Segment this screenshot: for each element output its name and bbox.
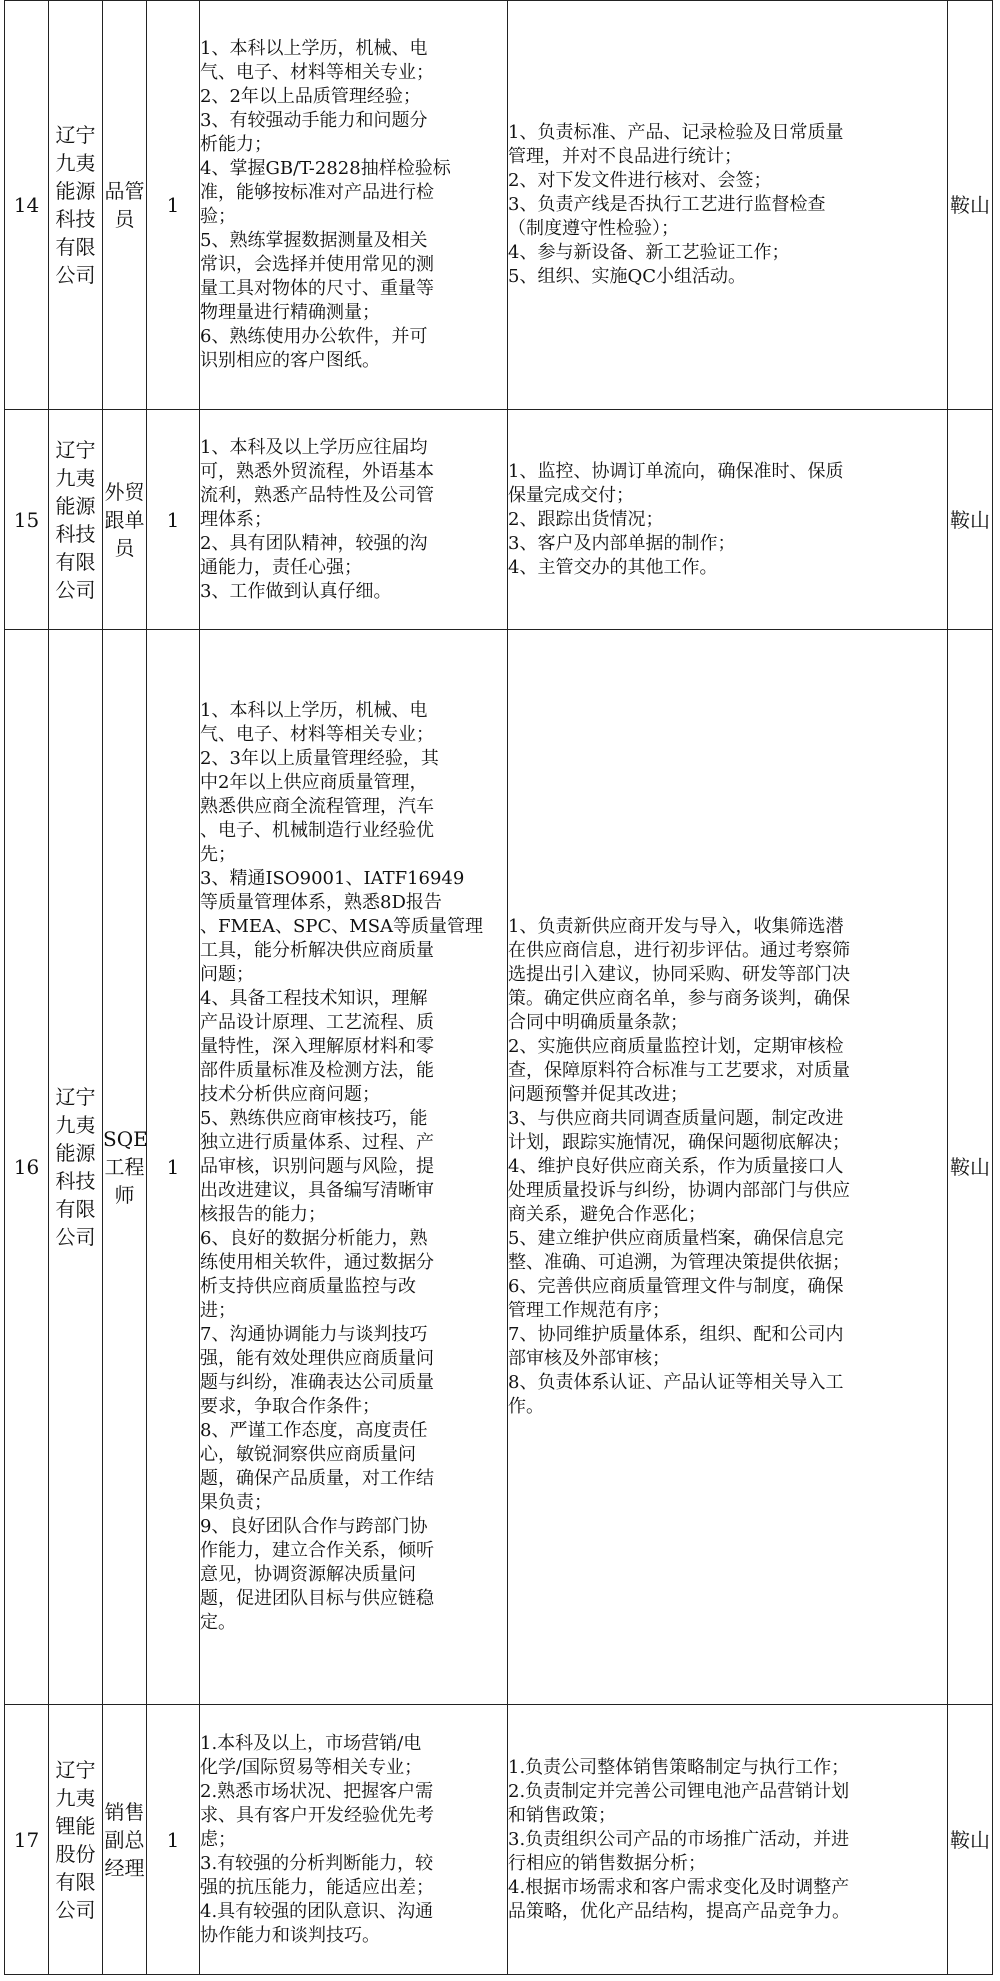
recruitment-table xyxy=(4,0,993,1975)
text-line: 中2年以上供应商质量管理， xyxy=(200,772,428,793)
work-location: 鞍山 xyxy=(948,410,993,630)
text-line: 、FMEA、SPC、MSA等质量管理 xyxy=(200,916,484,937)
text-line: 、电子、机械制造行业经验优 xyxy=(200,820,434,841)
text-line: 析支持供应商质量监控与改 xyxy=(200,1276,416,1297)
text-line: 2、对下发文件进行核对、会签； xyxy=(508,170,772,191)
position-title: 销售副总经理 xyxy=(103,1705,147,1975)
text-line: 2、3年以上质量管理经验，其 xyxy=(200,748,439,769)
row-number: 17 xyxy=(5,1705,49,1975)
text-line: 意见，协调资源解决质量问 xyxy=(200,1564,416,1585)
text-line: 3、客户及内部单据的制作； xyxy=(508,532,736,554)
text-line: 气、电子、材料等相关专业； xyxy=(200,724,434,745)
position-title: 外贸跟单员 xyxy=(103,410,147,630)
text-line: 部审核及外部审核； xyxy=(508,1348,670,1369)
duties-cell xyxy=(508,410,948,630)
text-line: 核报告的能力； xyxy=(200,1204,326,1225)
text-line: 果负责； xyxy=(200,1492,272,1513)
text-line: 管理工作规范有序； xyxy=(508,1300,670,1321)
text-line: 气、电子、材料等相关专业； xyxy=(200,62,434,83)
text-line: 3.负责组织公司产品的市场推广活动，并进 xyxy=(508,1828,850,1850)
table-row xyxy=(5,1,993,410)
text-line: 问题预警并促其改进； xyxy=(508,1084,688,1105)
text-line: 产品设计原理、工艺流程、质 xyxy=(200,1012,434,1033)
requirements-cell xyxy=(200,1,508,410)
headcount: 1 xyxy=(147,1705,200,1975)
text-line: 7、沟通协调能力与谈判技巧 xyxy=(200,1324,428,1345)
text-line: 8、严谨工作态度，高度责任 xyxy=(200,1420,428,1441)
headcount: 1 xyxy=(147,630,200,1705)
text-line: 4、维护良好供应商关系，作为质量接口人 xyxy=(508,1156,844,1177)
duties-cell xyxy=(508,1,948,410)
text-line: 查，保障原料符合标准与工艺要求，对质量 xyxy=(508,1060,850,1081)
company-name: 辽宁九夷能源科技有限公司 xyxy=(49,630,103,1705)
text-line: 可，熟悉外贸流程，外语基本 xyxy=(200,460,434,482)
text-line: 2、2年以上品质管理经验； xyxy=(200,86,421,107)
text-line: 品审核，识别问题与风险，提 xyxy=(200,1156,434,1177)
text-line: 理体系； xyxy=(200,508,272,530)
text-line: 问题； xyxy=(200,964,254,985)
work-location: 鞍山 xyxy=(948,1705,993,1975)
text-line: （制度遵守性检验）； xyxy=(508,218,679,239)
text-line: 策。确定供应商名单，参与商务谈判，确保 xyxy=(508,988,850,1009)
text-line: 3.有较强的分析判断能力，较 xyxy=(200,1852,434,1874)
text-line: 部件质量标准及检测方法，能 xyxy=(200,1060,434,1081)
text-line: 9、良好团队合作与跨部门协 xyxy=(200,1516,428,1537)
headcount: 1 xyxy=(147,410,200,630)
text-line: 强，能有效处理供应商质量问 xyxy=(200,1348,434,1369)
text-line: 在供应商信息，进行初步评估。通过考察筛 xyxy=(508,940,850,961)
text-line: 2.负责制定并完善公司锂电池产品营销计划 xyxy=(508,1780,850,1802)
text-line: 1、本科以上学历，机械、电 xyxy=(200,38,428,59)
row-number: 14 xyxy=(5,1,49,410)
text-line: 2、具有团队精神，较强的沟 xyxy=(200,532,428,554)
text-line: 6、熟练使用办公软件，并可 xyxy=(200,326,428,347)
text-line: 6、良好的数据分析能力，熟 xyxy=(200,1228,428,1249)
headcount: 1 xyxy=(147,1,200,410)
text-line: 1.本科及以上，市场营销/电 xyxy=(200,1732,422,1754)
row-number: 15 xyxy=(5,410,49,630)
company-name: 辽宁九夷锂能股份有限公司 xyxy=(49,1705,103,1975)
text-line: 和销售政策； xyxy=(508,1804,616,1826)
text-line: 准，能够按标准对产品进行检 xyxy=(200,182,434,203)
text-line: 求、具有客户开发经验优先考 xyxy=(200,1804,434,1826)
text-line: 常识，会选择并使用常见的测 xyxy=(200,254,434,275)
requirements-cell xyxy=(200,630,508,1705)
text-line: 选提出引入建议，协同采购、研发等部门决 xyxy=(508,964,850,985)
text-line: 品策略，优化产品结构，提高产品竞争力。 xyxy=(508,1900,850,1922)
duties-cell xyxy=(508,1705,948,1975)
text-line: 流利，熟悉产品特性及公司管 xyxy=(200,484,434,506)
text-line: 1、负责新供应商开发与导入，收集筛选潜 xyxy=(508,916,844,937)
text-line: 要求，争取合作条件； xyxy=(200,1396,380,1417)
text-line: 4.根据市场需求和客户需求变化及时调整产 xyxy=(508,1876,850,1898)
text-line: 4、参与新设备、新工艺验证工作； xyxy=(508,242,790,263)
text-line: 进； xyxy=(200,1300,236,1321)
text-line: 心，敏锐洞察供应商质量问 xyxy=(200,1444,416,1465)
text-line: 5、熟练供应商审核技巧，能 xyxy=(200,1108,428,1129)
text-line: 处理质量投诉与纠纷，协调内部部门与供应 xyxy=(508,1180,850,1201)
text-line: 管理，并对不良品进行统计； xyxy=(508,146,742,167)
text-line: 作能力，建立合作关系，倾听 xyxy=(200,1540,434,1561)
text-line: 保量完成交付； xyxy=(508,484,634,506)
text-line: 独立进行质量体系、过程、产 xyxy=(200,1132,434,1153)
text-line: 量特性，深入理解原材料和零 xyxy=(200,1036,434,1057)
position-title: 品管员 xyxy=(103,1,147,410)
text-line: 2、跟踪出货情况； xyxy=(508,508,664,530)
text-line: 量工具对物体的尺寸、重量等 xyxy=(200,278,434,299)
company-name: 辽宁九夷能源科技有限公司 xyxy=(49,1,103,410)
text-line: 2.熟悉市场状况、把握客户需 xyxy=(200,1780,434,1802)
text-line: 工具，能分析解决供应商质量 xyxy=(200,940,434,961)
text-line: 出改进建议，具备编写清晰审 xyxy=(200,1180,434,1201)
row-number: 16 xyxy=(5,630,49,1705)
text-line: 熟悉供应商全流程管理，汽车 xyxy=(200,796,434,817)
position-title: SQE工程师 xyxy=(103,630,147,1705)
text-line: 5、组织、实施QC小组活动。 xyxy=(508,266,746,287)
table-row xyxy=(5,410,993,630)
text-line: 3、负责产线是否执行工艺进行监督检查 xyxy=(508,194,826,215)
text-line: 通能力，责任心强； xyxy=(200,556,362,578)
text-line: 行相应的销售数据分析； xyxy=(508,1852,706,1874)
text-line: 题与纠纷，准确表达公司质量 xyxy=(200,1372,434,1393)
text-line: 4、主管交办的其他工作。 xyxy=(508,556,718,578)
text-line: 强的抗压能力，能适应出差； xyxy=(200,1876,434,1898)
work-location: 鞍山 xyxy=(948,630,993,1705)
text-line: 虑； xyxy=(200,1828,236,1850)
text-line: 5、熟练掌握数据测量及相关 xyxy=(200,230,428,251)
text-line: 1、监控、协调订单流向，确保准时、保质 xyxy=(508,460,844,482)
text-line: 验； xyxy=(200,206,236,227)
text-line: 识别相应的客户图纸。 xyxy=(200,350,380,371)
text-line: 析能力； xyxy=(200,134,272,155)
text-line: 整、准确、可追溯，为管理决策提供依据； xyxy=(508,1252,850,1273)
text-line: 3、有较强动手能力和问题分 xyxy=(200,110,428,131)
text-line: 6、完善供应商质量管理文件与制度，确保 xyxy=(508,1276,844,1297)
text-line: 化学/国际贸易等相关专业； xyxy=(200,1756,423,1778)
text-line: 协作能力和谈判技巧。 xyxy=(200,1924,380,1946)
text-line: 等质量管理体系，熟悉8D报告 xyxy=(200,892,442,913)
text-line: 练使用相关软件，通过数据分 xyxy=(200,1252,434,1273)
text-line: 合同中明确质量条款； xyxy=(508,1012,688,1033)
text-line: 1.负责公司整体销售策略制定与执行工作； xyxy=(508,1756,850,1778)
text-line: 题，确保产品质量，对工作结 xyxy=(200,1468,434,1489)
text-line: 1、负责标准、产品、记录检验及日常质量 xyxy=(508,122,844,143)
text-line: 4、掌握GB/T-2828抽样检验标 xyxy=(200,158,451,179)
table-row xyxy=(5,630,993,1705)
text-line: 7、协同维护质量体系，组织、配和公司内 xyxy=(508,1324,844,1345)
duties-cell xyxy=(508,630,948,1705)
text-line: 题，促进团队目标与供应链稳 xyxy=(200,1588,434,1609)
work-location: 鞍山 xyxy=(948,1,993,410)
text-line: 计划，跟踪实施情况，确保问题彻底解决； xyxy=(508,1132,850,1153)
text-line: 作。 xyxy=(508,1396,544,1417)
text-line: 3、工作做到认真仔细。 xyxy=(200,580,392,602)
text-line: 3、精通ISO9001、IATF16949 xyxy=(200,868,465,889)
text-line: 商关系，避免合作恶化； xyxy=(508,1204,706,1225)
text-line: 定。 xyxy=(200,1612,236,1633)
text-line: 2、实施供应商质量监控计划，定期审核检 xyxy=(508,1036,844,1057)
text-line: 先； xyxy=(200,844,236,865)
text-line: 技术分析供应商问题； xyxy=(200,1084,380,1105)
text-line: 5、建立维护供应商质量档案，确保信息完 xyxy=(508,1228,844,1249)
requirements-cell xyxy=(200,410,508,630)
text-line: 4.具有较强的团队意识、沟通 xyxy=(200,1900,434,1922)
company-name: 辽宁九夷能源科技有限公司 xyxy=(49,410,103,630)
text-line: 物理量进行精确测量； xyxy=(200,302,380,323)
text-line: 4、具备工程技术知识，理解 xyxy=(200,988,428,1009)
text-line: 8、负责体系认证、产品认证等相关导入工 xyxy=(508,1372,844,1393)
table-row xyxy=(5,1705,993,1975)
requirements-cell xyxy=(200,1705,508,1975)
text-line: 1、本科以上学历，机械、电 xyxy=(200,700,428,721)
text-line: 1、本科及以上学历应往届均 xyxy=(200,436,428,458)
text-line: 3、与供应商共同调查质量问题，制定改进 xyxy=(508,1108,844,1129)
